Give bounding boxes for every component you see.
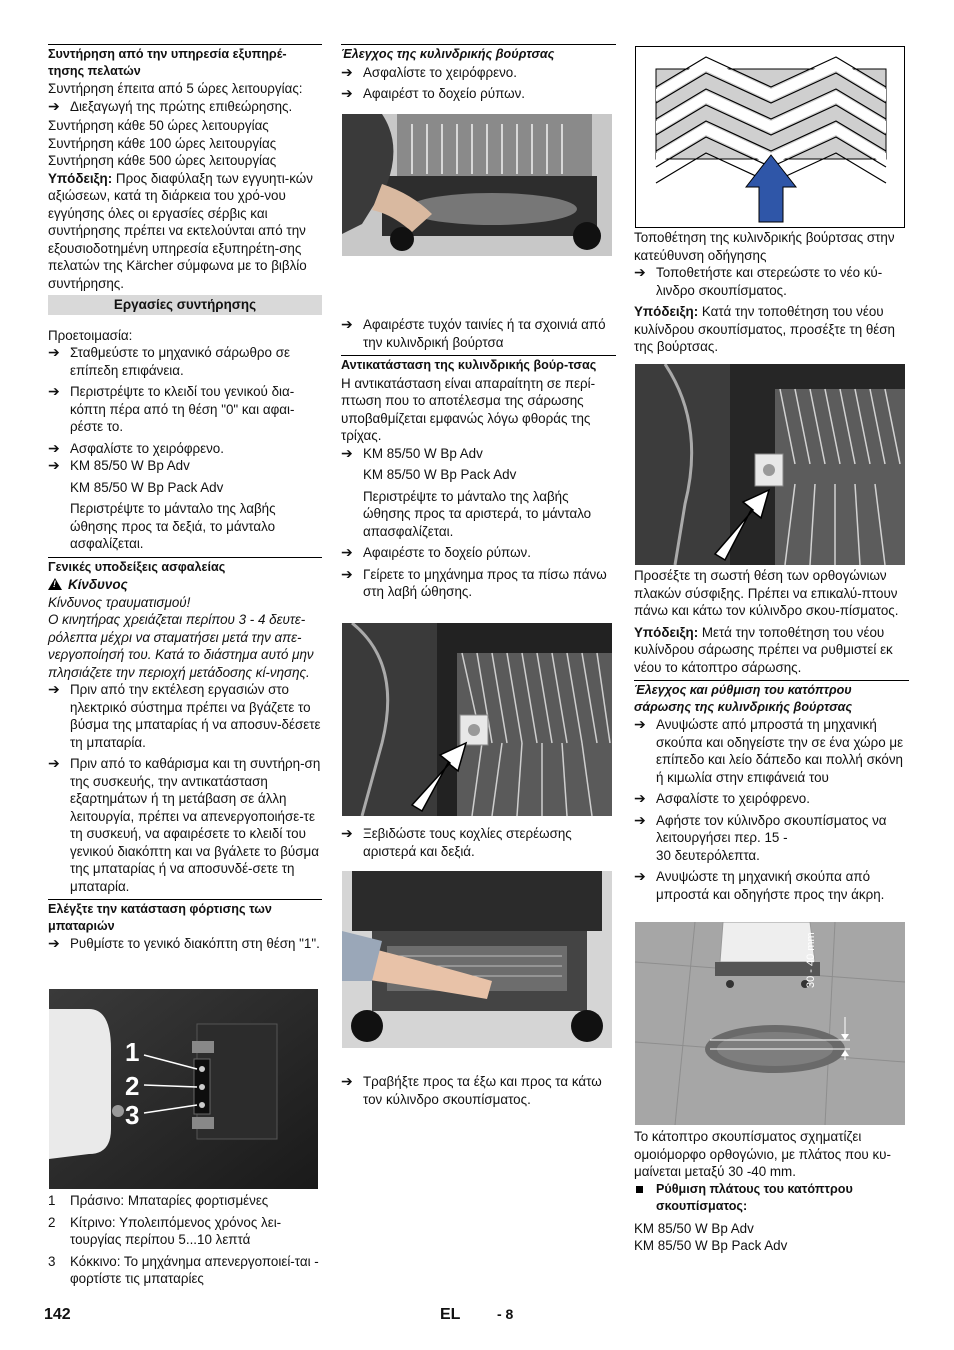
service-5h-item: ➔ Διεξαγωγή της πρώτης επιθεώρησης.	[48, 98, 322, 116]
service-100h: Συντήρηση κάθε 100 ώρες λειτουργίας	[48, 135, 277, 151]
check-step-3-wrap	[341, 316, 616, 601]
safety-step-2: ➔ Πριν από το καθάρισμα και τη συντήρη-ση της συσκευής, την αντικατάσταση εξαρτημάτων ή τη μετάβαση σε άλλη λειτουργία, πρέπει να απενεργοποιήσε-τε τη συσκευή, να αφαιρέσετε το κλειδί του γενικού διακόπτη και να βγάλετε το βύσμα της μπαταρίας ή να αποσυνδέ-σετε τη μπαταρία.	[48, 755, 322, 895]
prep-step-3: ➔ Ασφαλίστε το χειρόφρενο.	[48, 440, 322, 458]
service-500h: Συντήρηση κάθε 500 ώρες λειτουργίας	[48, 153, 277, 168]
check-step-1: ➔ Ασφαλίστε το χειρόφρενο.	[341, 64, 616, 82]
replace-step-3: ➔ Γείρετε το μηχάνημα προς τα πίσω πάνω στη λαβή ώθησης.	[341, 566, 616, 601]
mirror-wrap	[634, 567, 909, 903]
mirror-result-wrap	[634, 1128, 909, 1255]
check-step-2: ➔ Αφαιρέστ το δοχείο ρύπων.	[341, 85, 616, 103]
replace-step-5-wrap	[341, 1073, 616, 1108]
brush-direction-diagram	[635, 46, 905, 228]
install-step-1: ➔ Τοποθετήστε και στερεώστε το νέο κύ-λινδρο σκουπίσματος.	[634, 264, 909, 299]
heading-battery: Ελέγξτε την κατάσταση φόρτισης των μπαταριών	[48, 899, 322, 934]
replace-intro: Η αντικατάσταση είναι απαραίτητη σε περί-πτωση που το αποτέλεσμα της σάρωσης υποβαθμίζεται εμφανώς λόγω φθοράς της τρίχας.	[341, 375, 596, 443]
mirror-step-4: ➔ Ανυψώστε τη μηχανική σκούπα από μπροστά και οδηγήστε προς την άκρη.	[634, 868, 909, 903]
note-text: Προς διαφύλαξη των εγγυητι-κών αξιώσεων, κατά τη διάρκεια του χρό-νου εγγύησης όλες οι εργασίες σέρβις και συντήρησης πρέπει να εκτελούνται από την εξουσιοδοτημένη υπηρεσία εξυπηρέτη-σης πελατών της Kärcher σύμφωνα με το βιβλίο συντήρησης.	[48, 170, 313, 291]
mirror-step-3: ➔ Αφήστε τον κύλινδρο σκουπίσματος να λειτουργήσει περ. 15 -	[634, 812, 909, 847]
battery-indicator-photo	[49, 989, 318, 1189]
heading-check-brush: Έλεγχος της κυλινδρικής βούρτσας	[341, 44, 616, 63]
battery-step-1: ➔ Ρυθμίστε το γενικό διακόπτη στη θέση "1".	[48, 935, 322, 953]
language-code: EL	[440, 1306, 461, 1323]
note-label: Υπόδειξη:	[48, 170, 113, 186]
replace-step-4-wrap	[341, 825, 616, 860]
mirror-step-1: ➔ Ανυψώστε από μπροστά τη μηχανική σκούπα και οδηγείστε την σε ένα χώρο με επίπεδο και λείο δάπεδο και πολλή σκόνη ή κιμωλία στην επιφάνειά του	[634, 716, 909, 786]
install-wrap	[634, 229, 909, 356]
maintenance-bar: Εργασίες συντήρησης	[48, 295, 322, 315]
replace-step-1: ➔ KM 85/50 W Bp Adv	[341, 445, 616, 463]
mirror-result: Το κάτοπτρο σκουπίσματος σχηματίζει ομοιόμορφο ορθογώνιο, με πλάτος που κυ-μαίνεται μεταξύ 30 -40 mm.	[634, 1129, 891, 1179]
check-step-3: ➔ Αφαιρέστε τυχόν ταινίες ή τα σχοινιά από την κυλινδρική βούρτσα	[341, 316, 616, 351]
note-readjust: Υπόδειξη: Μετά την τοποθέτηση του νέου κυλίνδρου σάρωσης πρέπει να ρυθμιστεί εκ νέου το κάτοπτρο σάρωσης.	[634, 624, 893, 675]
heading-replace-brush: Αντικατάσταση της κυλινδρικής βούρ-τσας	[341, 355, 616, 374]
photo-brush-check	[342, 114, 612, 256]
column-1	[48, 44, 322, 953]
prep-step-2: ➔ Περιστρέψτε το κλειδί του γενικού δια-κόπτη πέρα από τη θέση "0" και αφαι-ρέστε το.	[48, 383, 322, 436]
prep-step-4: ➔ KM 85/50 W Bp Adv	[48, 457, 322, 475]
dimension-label: 30 - 40 mm	[805, 932, 817, 988]
danger-line-2: Ο κινητήρας χρειάζεται περίπου 3 - 4 δευτε-ρόλεπτα μέχρι να σταματήσει μετά την απε-νεργοποίησή του. Κατά το διάστημα αυτό μην πλησιάζετε την περιοχή μετάδοσης κί-νησης.	[48, 612, 314, 680]
section-page: - 8	[497, 1306, 514, 1322]
heading-customer-service: Συντήρηση από την υπηρεσία εξυπηρέ-τησης πελατών	[48, 44, 322, 79]
note-warranty	[48, 170, 322, 293]
safety-step-1: ➔ Πριν από την εκτέλεση εργασιών στο ηλεκτρικό σύστημα πρέπει να βγάζετε το βύσμα της μπαταρίας ή να αποσυν-δέσετε τη μπαταρία.	[48, 681, 322, 751]
photo-clamping-plate	[635, 364, 905, 565]
replace-step-1-model: KM 85/50 W Bp Pack Adv	[363, 467, 517, 482]
page-number: 142	[44, 1306, 71, 1323]
battery-legend	[48, 1192, 322, 1288]
legend-item: 1 Πράσινο: Μπαταρίες φορτισμένες	[48, 1193, 269, 1208]
replace-step-5: ➔ Τραβήξτε προς τα έξω και προς τα κάτω τον κύλινδρο σκουπίσματος.	[341, 1073, 616, 1108]
width-model-1: KM 85/50 W Bp Adv	[634, 1220, 754, 1236]
figure-label-2: 2	[125, 1071, 140, 1101]
replace-step-2: ➔ Αφαιρέστε το δοχείο ρύπων.	[341, 544, 616, 562]
replace-step-1-text: Περιστρέψτε το μάνταλο της λαβής ώθησης προς τα αριστερά, το μάνταλο απασφαλίζεται.	[363, 488, 592, 539]
legend-item: 2 Κίτρινο: Υπολειπόμενος χρόνος λει-τουργίας περίπου 5...10 λεπτά	[48, 1214, 282, 1247]
heading-safety: Γενικές υποδείξεις ασφαλείας	[48, 557, 322, 576]
mirror-step-3b: 30 δευτερόλεπτα.	[656, 847, 760, 863]
service-50h: Συντήρηση κάθε 50 ώρες λειτουργίας	[48, 118, 269, 133]
service-5h: Συντήρηση έπειτα από 5 ώρες λειτουργίας:	[48, 81, 303, 96]
legend-item: 3 Κόκκινο: Το μηχάνημα απενεργοποιεί-ται - φορτίστε τις μπαταρίες	[48, 1253, 319, 1286]
prep-label: Προετοιμασία:	[48, 327, 133, 343]
battery-indicator-figure	[49, 989, 318, 1189]
width-model-2: KM 85/50 W Bp Pack Adv	[634, 1238, 788, 1253]
plates-text: Προσέξτε τη σωστή θέση των ορθογώνιων πλακών σύσφιξης. Πρέπει να επικαλύ-πτουν πάνω και κάτω τον κύλινδρο σκου-πίσματος.	[634, 568, 899, 618]
replace-step-4: ➔ Ξεβιδώστε τους κοχλίες στερέωσης αριστερά και δεξιά.	[341, 825, 616, 860]
warning-icon	[48, 578, 62, 590]
figure-label-3: 3	[125, 1100, 140, 1130]
note-brush-position: Υπόδειξη: Κατά την τοποθέτηση του νέου κυλίνδρου σκουπίσματος, προσέξτε τη θέση της βούρτσας.	[634, 304, 895, 354]
column-2	[341, 44, 616, 103]
danger-line-1: Κίνδυνος τραυματισμού!	[48, 594, 191, 610]
install-caption: Τοποθέτηση της κυλινδρικής βούρτσας στην κατεύθυνση οδήγησης	[634, 230, 895, 263]
danger-title: !Κίνδυνος	[48, 576, 322, 594]
prep-step-4-text: Περιστρέψτε το μάνταλο της λαβής ώθησης προς τα δεξιά, το μάνταλο ασφαλίζεται.	[70, 501, 276, 551]
photo-brush-bolt	[342, 623, 612, 816]
prep-step-1: ➔ Σταθμεύστε το μηχανικό σάρωθρο σε επίπεδη επιφάνεια.	[48, 344, 322, 379]
mirror-step-2: ➔ Ασφαλίστε το χειρόφρενο.	[634, 790, 909, 808]
photo-sweep-mirror	[635, 922, 905, 1125]
heading-mirror: Έλεγχος και ρύθμιση του κατόπτρου σάρωσης της κυλινδρικής βούρτσας	[634, 680, 909, 715]
heading-width-setting: Ρύθμιση πλάτους του κατόπτρου σκουπίσματος:	[634, 1181, 909, 1216]
photo-pull-brush	[342, 871, 612, 1048]
prep-step-4-model: KM 85/50 W Bp Pack Adv	[70, 479, 224, 495]
figure-label-1: 1	[125, 1037, 140, 1067]
